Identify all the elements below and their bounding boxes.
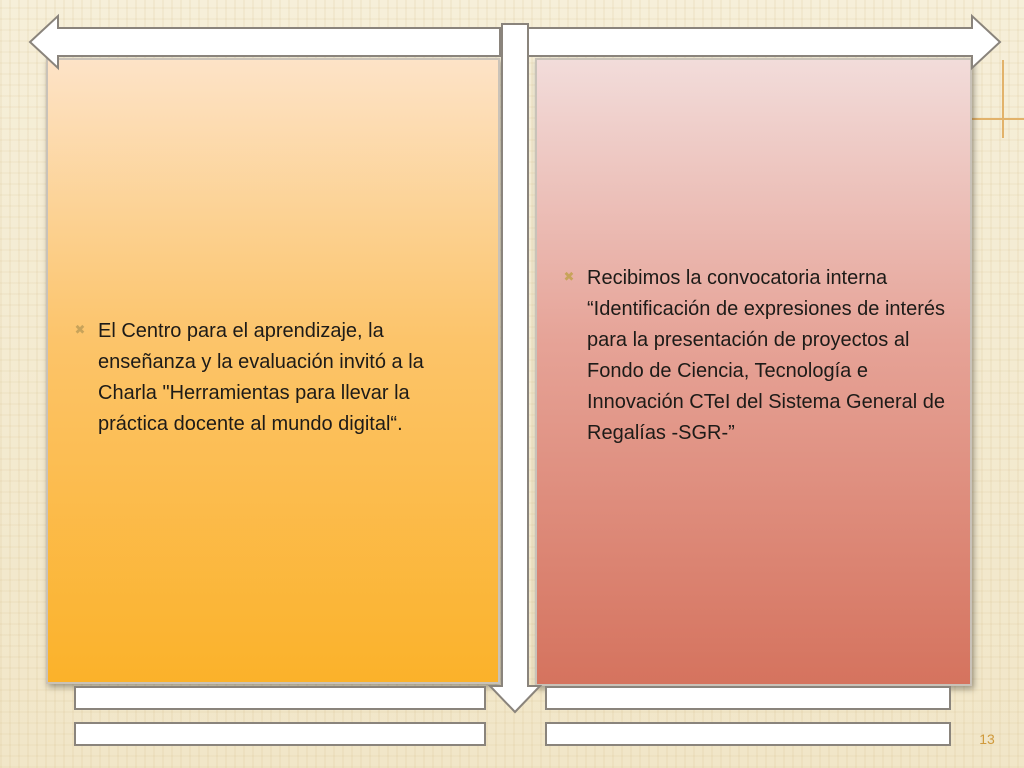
bottom-box-right-1 xyxy=(545,686,951,710)
left-arrow-shape xyxy=(30,16,500,68)
right-bullet-text: Recibimos la convocatoria interna “Identificación de expresiones de interés para la presentación de proyectos al Fondo de Ciencia, Tecnología e Innovación CTeI del Sistema General de Regalías -SGR-” xyxy=(587,267,945,444)
x-mark-icon: ✖ xyxy=(563,269,575,284)
down-arrow-shape xyxy=(490,24,540,712)
bottom-box-right-2 xyxy=(545,722,951,746)
left-bullet-text: El Centro para el aprendizaje, la enseñanza y la evaluación invitó a la Charla "Herramientas para llevar la práctica docente al mundo digital“. xyxy=(98,320,424,435)
bottom-box-left-1 xyxy=(74,686,486,710)
right-arrow-shape xyxy=(528,16,1000,68)
bottom-box-left-2 xyxy=(74,722,486,746)
x-mark-icon: ✖ xyxy=(74,322,86,337)
page-number: 13 xyxy=(979,731,995,747)
